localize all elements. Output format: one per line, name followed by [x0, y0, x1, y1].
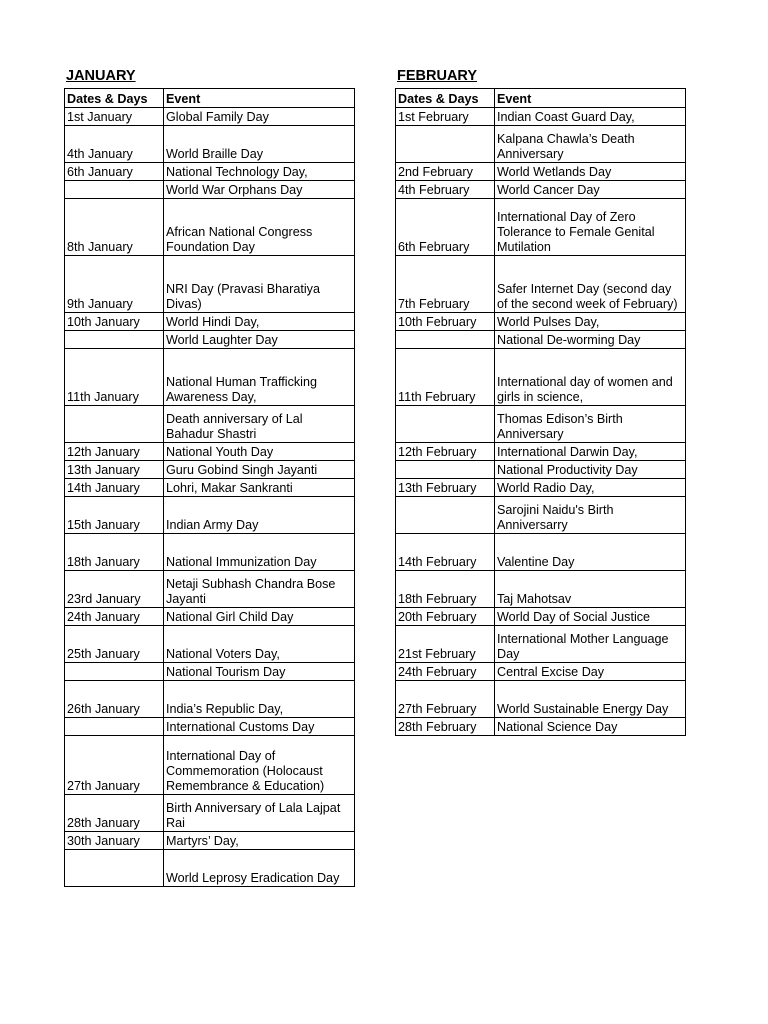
table-row [65, 736, 355, 795]
event-cell: National De-worming Day [495, 331, 686, 349]
date-cell: 24th February [396, 663, 495, 681]
table-row [396, 256, 686, 313]
january-table [64, 88, 355, 887]
date-cell [65, 181, 164, 199]
event-cell: International Customs Day [164, 718, 355, 736]
event-cell: Death anniversary of Lal Bahadur Shastri [164, 406, 355, 443]
event-cell: African National Congress Foundation Day [164, 199, 355, 256]
february-header-event: Event [495, 89, 686, 108]
table-row [65, 479, 355, 497]
event-cell: World Braille Day [164, 126, 355, 163]
date-cell: 6th January [65, 163, 164, 181]
table-row [396, 571, 686, 608]
table-row [65, 163, 355, 181]
event-cell: Birth Anniversary of Lala Lajpat Rai [164, 795, 355, 832]
table-row [396, 608, 686, 626]
event-cell: Thomas Edison’s Birth Anniversary [495, 406, 686, 443]
date-cell: 28th February [396, 718, 495, 736]
event-cell: Valentine Day [495, 534, 686, 571]
table-row [396, 126, 686, 163]
table-row [65, 331, 355, 349]
table-row [396, 461, 686, 479]
event-cell: International Mother Language Day [495, 626, 686, 663]
event-cell: World War Orphans Day [164, 181, 355, 199]
event-cell: World Laughter Day [164, 331, 355, 349]
date-cell: 28th January [65, 795, 164, 832]
date-cell: 2nd February [396, 163, 495, 181]
january-header-date: Dates & Days [65, 89, 164, 108]
table-row [65, 608, 355, 626]
table-row [396, 626, 686, 663]
event-cell: National Youth Day [164, 443, 355, 461]
february-header-date: Dates & Days [396, 89, 495, 108]
event-cell: World Day of Social Justice [495, 608, 686, 626]
table-row [65, 832, 355, 850]
date-cell [65, 850, 164, 887]
date-cell: 4th February [396, 181, 495, 199]
table-row [396, 313, 686, 331]
event-cell: Sarojini Naidu's Birth Anniversarry [495, 497, 686, 534]
event-cell: Netaji Subhash Chandra Bose Jayanti [164, 571, 355, 608]
date-cell [65, 718, 164, 736]
event-cell: World Pulses Day, [495, 313, 686, 331]
table-row [65, 126, 355, 163]
table-row [65, 313, 355, 331]
event-cell: National Science Day [495, 718, 686, 736]
event-cell: World Hindi Day, [164, 313, 355, 331]
table-row [65, 718, 355, 736]
event-cell: National Voters Day, [164, 626, 355, 663]
table-row [65, 681, 355, 718]
date-cell [396, 461, 495, 479]
table-row [396, 479, 686, 497]
date-cell: 11th January [65, 349, 164, 406]
date-cell: 18th January [65, 534, 164, 571]
january-header-row [65, 89, 355, 108]
event-cell: National Immunization Day [164, 534, 355, 571]
event-cell: NRI Day (Pravasi Bharatiya Divas) [164, 256, 355, 313]
date-cell [396, 126, 495, 163]
date-cell: 23rd January [65, 571, 164, 608]
date-cell: 7th February [396, 256, 495, 313]
date-cell: 4th January [65, 126, 164, 163]
table-row [65, 571, 355, 608]
date-cell: 12th February [396, 443, 495, 461]
table-row [65, 349, 355, 406]
date-cell: 10th February [396, 313, 495, 331]
date-cell: 12th January [65, 443, 164, 461]
event-cell: Safer Internet Day (second day of the second week of February) [495, 256, 686, 313]
table-row [396, 663, 686, 681]
date-cell: 1st February [396, 108, 495, 126]
table-row [396, 349, 686, 406]
date-cell: 13th January [65, 461, 164, 479]
event-cell: Kalpana Chawla’s Death Anniversary [495, 126, 686, 163]
date-cell [396, 331, 495, 349]
date-cell: 30th January [65, 832, 164, 850]
event-cell: World Cancer Day [495, 181, 686, 199]
table-row [65, 181, 355, 199]
event-cell: National Human Trafficking Awareness Day, [164, 349, 355, 406]
event-cell: International Darwin Day, [495, 443, 686, 461]
date-cell: 27th February [396, 681, 495, 718]
table-row [65, 461, 355, 479]
date-cell: 8th January [65, 199, 164, 256]
event-cell: Global Family Day [164, 108, 355, 126]
event-cell: Taj Mahotsav [495, 571, 686, 608]
table-row [396, 497, 686, 534]
date-cell: 21st February [396, 626, 495, 663]
date-cell: 15th January [65, 497, 164, 534]
january-section [64, 68, 355, 887]
january-header-event: Event [164, 89, 355, 108]
february-table [395, 88, 686, 736]
date-cell: 10th January [65, 313, 164, 331]
event-cell: National Tourism Day [164, 663, 355, 681]
event-cell: Lohri, Makar Sankranti [164, 479, 355, 497]
table-row [65, 663, 355, 681]
table-row [65, 626, 355, 663]
date-cell: 9th January [65, 256, 164, 313]
date-cell: 27th January [65, 736, 164, 795]
event-cell: International Day of Commemoration (Holocaust Remembrance & Education) [164, 736, 355, 795]
event-cell: Indian Army Day [164, 497, 355, 534]
table-row [396, 108, 686, 126]
table-row [396, 331, 686, 349]
date-cell: 1st January [65, 108, 164, 126]
january-title: JANUARY [66, 68, 136, 84]
table-row [396, 163, 686, 181]
date-cell [65, 663, 164, 681]
date-cell [65, 406, 164, 443]
event-cell: Indian Coast Guard Day, [495, 108, 686, 126]
table-row [396, 181, 686, 199]
table-row [65, 534, 355, 571]
table-row [396, 718, 686, 736]
table-row [396, 199, 686, 256]
event-cell: Martyrs’ Day, [164, 832, 355, 850]
february-section [395, 68, 686, 736]
table-row [396, 681, 686, 718]
table-row [65, 795, 355, 832]
date-cell: 18th February [396, 571, 495, 608]
event-cell: World Sustainable Energy Day [495, 681, 686, 718]
date-cell: 14th January [65, 479, 164, 497]
date-cell: 26th January [65, 681, 164, 718]
table-row [396, 443, 686, 461]
date-cell: 20th February [396, 608, 495, 626]
date-cell [396, 406, 495, 443]
event-cell: National Productivity Day [495, 461, 686, 479]
table-row [65, 497, 355, 534]
event-cell: World Radio Day, [495, 479, 686, 497]
event-cell: World Wetlands Day [495, 163, 686, 181]
event-cell: India’s Republic Day, [164, 681, 355, 718]
date-cell: 11th February [396, 349, 495, 406]
february-title: FEBRUARY [397, 68, 478, 84]
table-row [65, 406, 355, 443]
event-cell: Guru Gobind Singh Jayanti [164, 461, 355, 479]
date-cell: 25th January [65, 626, 164, 663]
date-cell [65, 331, 164, 349]
table-row [65, 850, 355, 887]
date-cell: 24th January [65, 608, 164, 626]
event-cell: Central Excise Day [495, 663, 686, 681]
event-cell: World Leprosy Eradication Day [164, 850, 355, 887]
event-cell: National Girl Child Day [164, 608, 355, 626]
date-cell: 6th February [396, 199, 495, 256]
date-cell: 14th February [396, 534, 495, 571]
event-cell: International day of women and girls in science, [495, 349, 686, 406]
table-row [65, 108, 355, 126]
event-cell: National Technology Day, [164, 163, 355, 181]
table-row [65, 199, 355, 256]
table-row [65, 443, 355, 461]
table-row [396, 406, 686, 443]
february-header-row [396, 89, 686, 108]
table-row [396, 534, 686, 571]
table-row [65, 256, 355, 313]
event-cell: International Day of Zero Tolerance to Female Genital Mutilation [495, 199, 686, 256]
date-cell [396, 497, 495, 534]
date-cell: 13th February [396, 479, 495, 497]
